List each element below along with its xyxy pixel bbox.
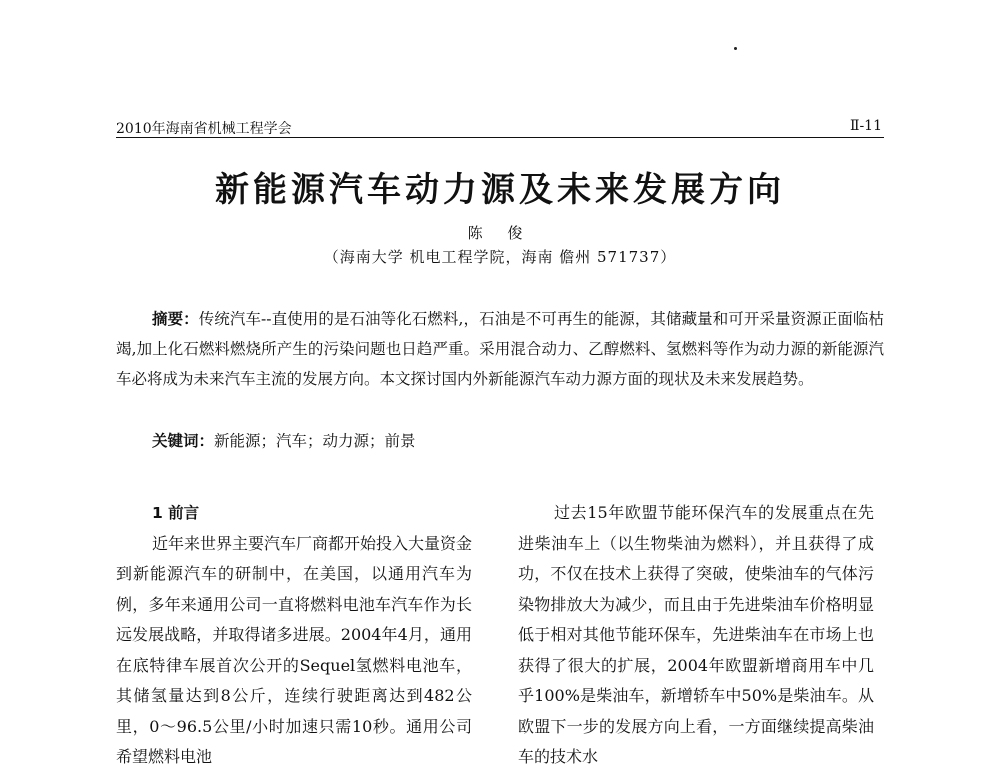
abstract-text: 传统汽车--直使用的是石油等化石燃料,，石油是不可再生的能源，其储藏量和可开采量资源正面临枯竭,加上化石燃料燃烧所产生的污染问题也日趋严重。采用混合动力、乙醇燃料、氢燃料等作为动力源的新能源汽车必将成为未来汽车主流的发展方向。本文探讨国内外新能源汽车动力源方面的现状及未来发展趋势。 <box>116 310 884 388</box>
left-column <box>116 498 472 773</box>
keywords-label: 关键词： <box>152 432 215 450</box>
paper-author: 陈 俊 <box>467 224 533 242</box>
header-rule <box>116 137 884 138</box>
running-header-conference: 2010年海南省机械工程学会 <box>116 121 292 137</box>
right-column <box>518 498 874 773</box>
section-heading: 1 前言 <box>152 504 200 522</box>
running-header-page-number: Ⅱ-11 <box>849 118 882 134</box>
scan-speck <box>734 47 737 50</box>
abstract <box>116 304 884 394</box>
paper-title: 新能源汽车动力源及未来发展方向 <box>215 170 785 210</box>
left-column-paragraph: 近年来世界主要汽车厂商都开始投入大量资金到新能源汽车的研制中，在美国，以通用汽车为例，多年来通用公司一直将燃料电池车汽车作为长远发展战略，并取得诸多进展。2004年4月，通用在底特律车展首次公开的Sequel氢燃料电池车，其储氢量达到8公斤，连续行驶距离达到482公里，0～96.5公里/小时加速只需10秒。通用公司希望燃料电池 <box>116 533 473 766</box>
keywords <box>152 426 416 456</box>
right-column-paragraph: 过去15年欧盟节能环保汽车的发展重点在先进柴油车上（以生物柴油为燃料），并且获得了成功，不仅在技术上获得了突破，使柴油车的气体污染物排放大为减少，而且由于先进柴油车价格明显低于相对其他节能环保车，先进柴油车在市场上也获得了很大的扩展，2004年欧盟新增商用车中几乎100%是柴油车，新增轿车中50%是柴油车。从欧盟下一步的发展方向上看，一方面继续提高柴油车的技术水 <box>518 503 874 766</box>
paper-affiliation: （海南大学 机电工程学院，海南 儋州 571737） <box>323 248 677 266</box>
keywords-text: 新能源；汽车；动力源；前景 <box>214 432 416 450</box>
abstract-label: 摘要： <box>152 310 199 328</box>
